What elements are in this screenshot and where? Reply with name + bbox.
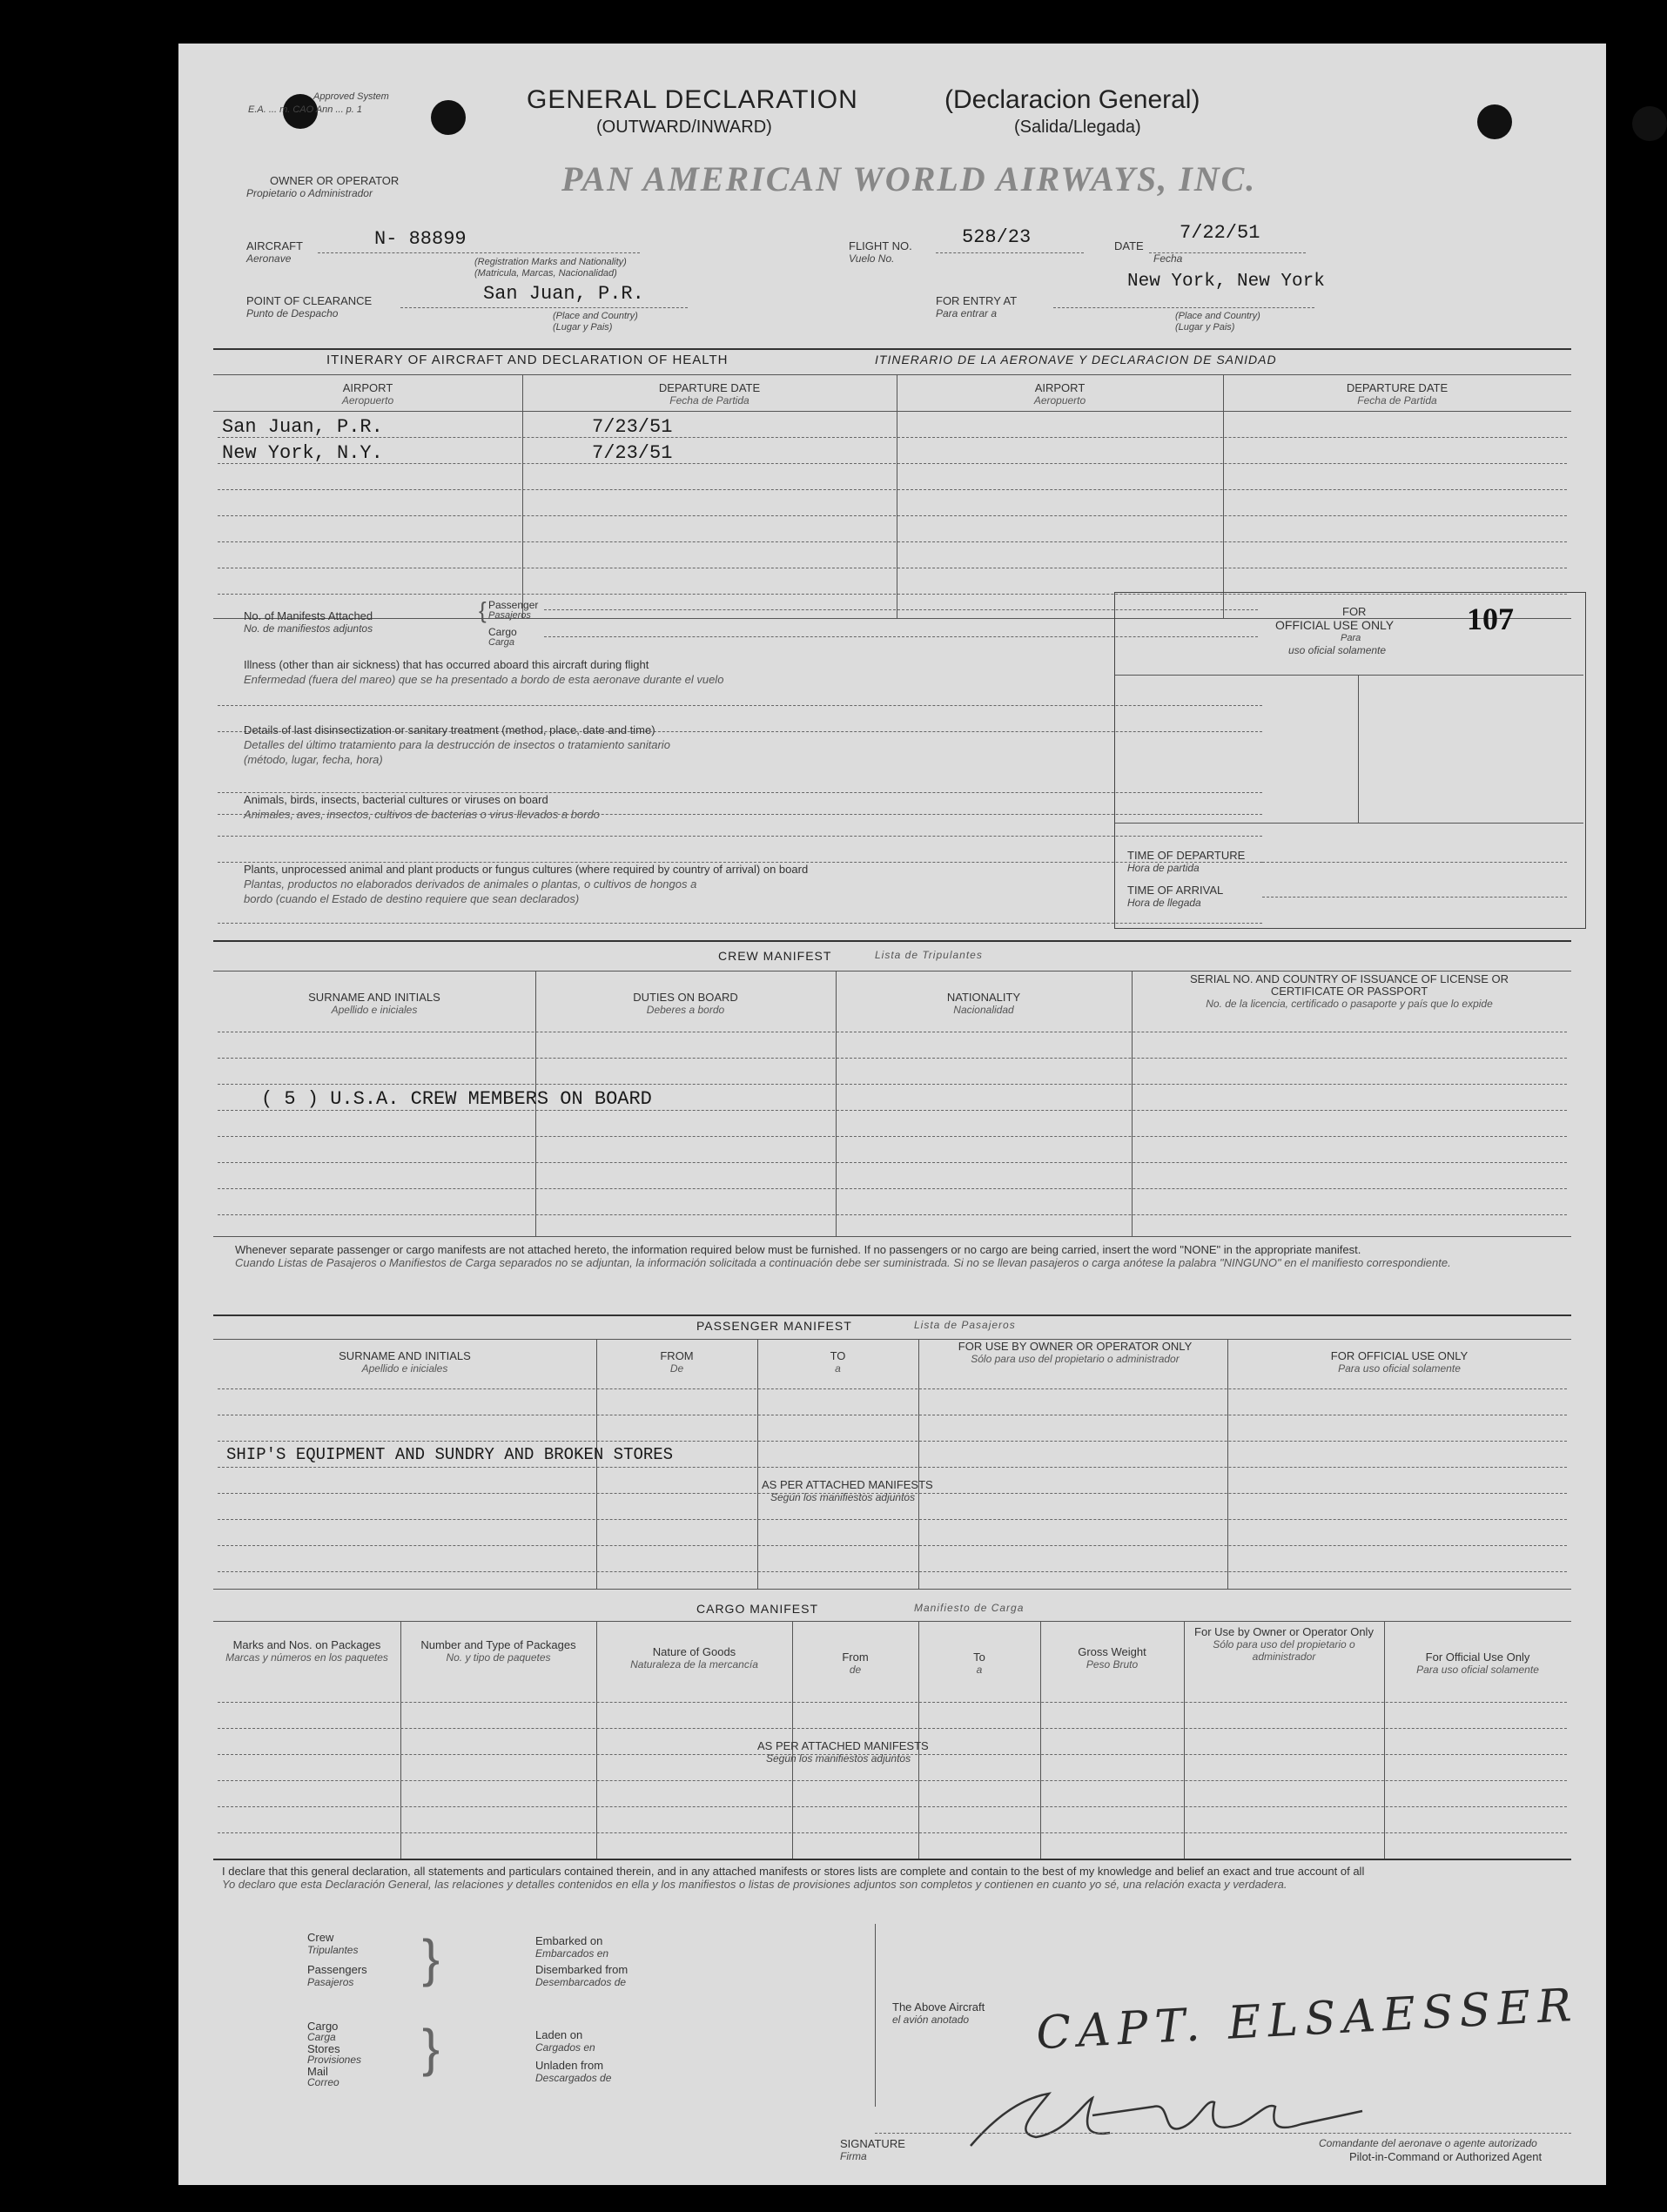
clearance-label-es: Punto de Despacho xyxy=(246,307,339,319)
flight-label: FLIGHT NO. xyxy=(849,239,912,252)
clearance-value: San Juan, P.R. xyxy=(483,283,644,305)
declaration-form: Approved System E.A. ... m. CAO Ann ... p. 1 GENERAL DECLARATION (OUTWARD/INWARD) (Declaracion General) (Salida/Llegada) OWNER OR OPERATOR Propietario o Administrador PAN AMERICAN WORLD AIRWAYS, INC. AIRCRAFT Aeronave N- 88899 (Registration Marks and Nationality) (Matricula, Marcas, Nacionalidad) FLIGHT NO. Vuelo No. 528/23 DATE Fecha 7/22/51 POINT OF CLEARANCE Punto de Despacho San Juan, P.R. (Place and Country) (Lugar y Pais) FOR ENTRY AT Para entrar a New York, New York (Place and Country) (Lugar y Pais) ITINERARY OF AIRCRAFT AND DECLARATION OF HEALTH ITINERARIO DE LA AERONAVE Y DECLARACION DE SANIDAD AIRPORT Aeropuerto DEPARTURE DATE Fecha de Partida AIRPORT Aeropuerto DEPARTURE DATE Fecha de Partida San Juan, P.R. 7/23/51 New York, N.Y. 7/23/51 No. of Manifests Attached No. de manifiestos adjuntos { Passenger Pasajeros Cargo Carga Illness (other than air sickness) that has occurred aboard this aircraft during flight Enfermedad (fuera del mareo) que se ha presentado a bordo de esta aeronave durante el vuelo Details of last disinsectization or sanitary treatment (method, place, date and time) Detalles del último tratamiento para la destrucción de insectos o tratamiento sanitario (método, lugar, fecha, hora) Animals, birds, insects, bacterial cultures or viruses on board Animales, aves, insectos, cultivos de bacterias o virus llevados a bordo Plants, unprocessed animal and plant products or fungus cultures (where required by country of arrival) on board Plantas, productos no elaborados derivados de animales o plantas, o cultivos de hongos a bordo (cuando el Estado de destino requiere que sean declarados) FOR OFFICIAL USE ONLY Para uso oficial solamente 107 TIME OF DEPARTURE Hora de partida TIME OF ARRIVAL Hora de llegada CREW MANIFEST Lista de Tripulantes SURNAME AND INITIALS Apellido e iniciales DUTIES ON BOARD Deberes a bordo NATIONALITY Nacionalidad SERIAL NO. AND COUNTRY OF ISSUANCE OF LICENSE OR CERTIFICATE OR PASSPORT No. de la licencia, certificado o pasaporte y país que lo expide ( 5 ) U.S.A. CREW MEMBERS ON BOARD Whenever separate passenger or cargo manifests are not attached hereto, the information required below must be furnished. If no passengers or no cargo are being carried, insert the word "NONE" in the appropriate manifest. Cuando Listas de Pasajeros o Manifiestos de Carga separados no se adjuntan, la información solicitada a continuación debe ser suministrada. Si no se llevan pasajeros o carga anótese la palabra "NINGUNO" en el manifiesto correspondiente. PASSENGER MANIFEST Lista de Pasajeros SURNAME AND INITIALS Apellido e iniciales FROM De TO a FOR USE BY OWNER OR OPERATOR ONLY Sólo para uso del propietario o administrador FOR OFFICIAL USE ONLY Para uso oficial solamente SHIP'S EQUIPMENT AND SUNDRY AND BROKEN STORES AS PER ATTACHED MANIFESTS Según los manifiestos adjuntos CARGO MANIFEST Manifiesto de Carga Marks and Nos. on Packages Marcas y números en los paquetes Number and Type of Packages No. y tipo de paquetes Nature of Goods Naturaleza de la mercancía From de To a Gross Weight Peso Bruto For Use by Owner or Operator Only Sólo para uso del propietario o administrador For Official Use Only Para uso oficial solamente AS PER ATTACHED MANIFESTS Según los manifiestos adjuntos I declare that this general declaration, all statements and particulars contained therein, and in any attached manifests or stores lists are complete and contain to the best of my knowledge and belief an exact and true account of all Yo declaro que esta Declaración General, las relaciones y detalles contenidos en ella y los manifiestos o listas de provisiones adjuntos son completos y contienen en cuanto yo sé, una relación exacta y verdadera. Crew Tripulantes Passengers Pasajeros } Embarked on Embarcados en Disembarked from Desembarcados de Cargo Carga Stores Provisiones Mail Correo } Laden on Cargados en Unladen from Descargados de The Above Aircraft el avión anotado CAPT. ELSAESSER SIGNATURE Firma Comandante del aeronave o agente autorizado Pilot-in-Command or Authorized Agent xyxy=(178,44,1606,2185)
manifest-notice: Whenever separate passenger or cargo manifests are not attached hereto, the information required below must be furnished. If no passengers or no cargo are being carried, insert the word "NONE" in the appropriate manifest. Cuando Listas de Pasajeros o Manifiestos de Carga separados no se adjuntan, la información solicitada a continuación debe ser suministrada. Si no se llevan pasajeros o carga anótese la palabra "NINGUNO" en el manifiesto correspondiente. xyxy=(235,1243,1451,1269)
signature-role: Pilot-in-Command or Authorized Agent xyxy=(1349,2150,1543,2163)
manifest-cargo-label-es: Carga xyxy=(488,637,514,648)
date-label-es: Fecha xyxy=(1153,252,1183,265)
passengers-move-label: Passengers xyxy=(307,1963,367,1976)
crew-title-es: Lista de Tripulantes xyxy=(875,949,983,961)
cargo-col-head: Marks and Nos. on Packages Marcas y números en los paquetes xyxy=(225,1638,388,1664)
illness-question: Illness (other than air sickness) that has occurred aboard this aircraft during flight Enfermedad (fuera del mareo) que se ha presentado a bordo de esta aeronave durante el vuelo xyxy=(244,658,724,686)
clearance-note-es: (Lugar y Pais) xyxy=(553,322,613,333)
mail-move-label-es: Correo xyxy=(307,2076,339,2088)
unladen-label: Unladen from xyxy=(535,2059,604,2072)
passenger-attached: AS PER ATTACHED MANIFESTS xyxy=(762,1478,933,1491)
itinerary-date: 7/23/51 xyxy=(592,442,673,464)
aircraft-value: N- 88899 xyxy=(374,228,467,250)
printed-signature: CAPT. ELSAESSER xyxy=(1034,1979,1580,2061)
itinerary-col-head: AIRPORT Aeropuerto xyxy=(1033,381,1086,407)
crew-col-head: SERIAL NO. AND COUNTRY OF ISSUANCE OF LICENSE OR CERTIFICATE OR PASSPORT No. de la licencia, certificado o pasaporte y país que lo expide xyxy=(1190,972,1509,1010)
manifest-passenger-label: Passenger xyxy=(488,599,539,611)
handwritten-signature xyxy=(953,2063,1371,2159)
itinerary-airport: New York, N.Y. xyxy=(222,442,383,464)
passenger-col-head: SURNAME AND INITIALS Apellido e iniciales xyxy=(339,1349,471,1375)
laden-label: Laden on xyxy=(535,2028,583,2041)
punch-hole xyxy=(1632,106,1667,141)
cargo-attached-es: Según los manifiestos adjuntos xyxy=(766,1752,911,1765)
cargo-move-label: Cargo xyxy=(307,2020,339,2033)
passenger-col-head: FROM De xyxy=(660,1349,694,1375)
plants-question: Plants, unprocessed animal and plant products or fungus cultures (where required by country of arrival) on board Plantas, productos no elaborados derivados de animales o plantas, o cultivos de hongos a bordo (cuando el Estado de destino requiere que sean declarados) xyxy=(244,863,809,905)
arrival-time-label-es: Hora de llegada xyxy=(1127,897,1201,909)
form-subtitle-es: (Salida/Llegada) xyxy=(1014,118,1141,137)
crew-col-head: SURNAME AND INITIALS Apellido e iniciales xyxy=(308,991,440,1016)
passengers-move-label-es: Pasajeros xyxy=(307,1976,354,1988)
entry-label-es: Para entrar a xyxy=(936,307,998,319)
cargo-col-head: Gross Weight Peso Bruto xyxy=(1078,1645,1146,1671)
above-aircraft-label-es: el avión anotado xyxy=(892,2014,970,2026)
official-label-es: uso oficial solamente xyxy=(1288,644,1387,656)
cargo-col-head: For Official Use Only Para uso oficial solamente xyxy=(1416,1651,1539,1676)
manifests-label: No. of Manifests Attached xyxy=(244,609,373,622)
embarked-label: Embarked on xyxy=(535,1934,603,1947)
itinerary-col-head: DEPARTURE DATE Fecha de Partida xyxy=(1346,381,1449,407)
signature-role-es: Comandante del aeronave o agente autorizado xyxy=(1319,2137,1537,2149)
passenger-attached-es: Según los manifiestos adjuntos xyxy=(770,1491,916,1503)
itinerary-title-es: ITINERARIO DE LA AERONAVE Y DECLARACION DE SANIDAD xyxy=(875,353,1277,366)
official-para: Para xyxy=(1341,633,1361,643)
disembarked-label: Disembarked from xyxy=(535,1963,628,1976)
aircraft-note-es: (Matricula, Marcas, Nacionalidad) xyxy=(474,268,617,279)
owner-label: OWNER OR OPERATOR xyxy=(270,174,400,187)
clearance-note: (Place and Country) xyxy=(553,311,638,321)
passenger-entry: SHIP'S EQUIPMENT AND SUNDRY AND BROKEN STORES xyxy=(226,1445,674,1464)
manifest-cargo-label: Cargo xyxy=(488,626,517,638)
form-subtitle: (OUTWARD/INWARD) xyxy=(596,118,772,137)
clearance-label: POINT OF CLEARANCE xyxy=(246,294,373,307)
passenger-title-es: Lista de Pasajeros xyxy=(914,1319,1016,1331)
official-label: OFFICIAL USE ONLY xyxy=(1275,618,1395,632)
departure-time-label: TIME OF DEPARTURE xyxy=(1127,849,1246,862)
cargo-attached: AS PER ATTACHED MANIFESTS xyxy=(757,1739,929,1752)
crew-entry: ( 5 ) U.S.A. CREW MEMBERS ON BOARD xyxy=(261,1088,652,1110)
cargo-title-es: Manifiesto de Carga xyxy=(914,1602,1025,1614)
mail-move-label: Mail xyxy=(307,2065,328,2078)
cargo-col-head: Number and Type of Packages No. y tipo de paquetes xyxy=(420,1638,576,1664)
cargo-title: CARGO MANIFEST xyxy=(696,1602,819,1616)
above-aircraft-label: The Above Aircraft xyxy=(892,2000,985,2014)
itinerary-date: 7/23/51 xyxy=(592,416,673,438)
animals-question: Animals, birds, insects, bacterial cultures or viruses on board Animales, aves, insectos, cultivos de bacterias o virus llevados a bordo xyxy=(244,793,600,821)
itinerary-col-head: AIRPORT Aeropuerto xyxy=(341,381,394,407)
itinerary-title: ITINERARY OF AIRCRAFT AND DECLARATION OF HEALTH xyxy=(326,353,729,367)
manifests-label-es: No. de manifiestos adjuntos xyxy=(244,622,373,635)
crew-move-label-es: Tripulantes xyxy=(307,1944,359,1956)
flight-label-es: Vuelo No. xyxy=(849,252,895,265)
embarked-label-es: Embarcados en xyxy=(535,1947,609,1960)
arrival-time-label: TIME OF ARRIVAL xyxy=(1127,884,1224,897)
itinerary-airport: San Juan, P.R. xyxy=(222,416,383,438)
passenger-col-head: FOR USE BY OWNER OR OPERATOR ONLY Sólo para uso del propietario o administrador xyxy=(958,1340,1193,1365)
punch-hole xyxy=(1477,104,1512,139)
entry-label: FOR ENTRY AT xyxy=(936,294,1018,307)
manifest-passenger-label-es: Pasajeros xyxy=(488,610,531,621)
aircraft-note: (Registration Marks and Nationality) xyxy=(474,257,627,267)
passenger-col-head: TO a xyxy=(830,1349,846,1375)
disinsect-question: Details of last disinsectization or sanitary treatment (method, place, date and time) Detalles del último tratamiento para la destrucción de insectos o tratamiento sanitario (método, lugar, fecha, hora) xyxy=(244,723,670,766)
passenger-col-head: FOR OFFICIAL USE ONLY Para uso oficial solamente xyxy=(1330,1349,1469,1375)
cargo-col-head: For Use by Owner or Operator Only Sólo para uso del propietario o administrador xyxy=(1194,1625,1374,1663)
entry-note: (Place and Country) xyxy=(1175,311,1260,321)
crew-col-head: NATIONALITY Nacionalidad xyxy=(946,991,1021,1016)
stores-move-label-es: Provisiones xyxy=(307,2054,362,2066)
official-for: FOR xyxy=(1342,605,1367,618)
approval-line: E.A. ... m. CAO Ann ... p. 1 xyxy=(248,104,363,115)
official-number: 107 xyxy=(1467,602,1514,636)
passenger-title: PASSENGER MANIFEST xyxy=(696,1319,852,1333)
approval-line: Approved System xyxy=(313,91,389,102)
cargo-col-head: From de xyxy=(842,1651,869,1676)
flight-value: 528/23 xyxy=(962,226,1032,248)
disembarked-label-es: Desembarcados de xyxy=(535,1976,627,1988)
date-label: DATE xyxy=(1114,239,1144,252)
entry-value: New York, New York xyxy=(1127,272,1325,292)
entry-note-es: (Lugar y Pais) xyxy=(1175,322,1235,333)
signature-label: SIGNATURE xyxy=(840,2137,905,2150)
unladen-label-es: Descargados de xyxy=(535,2072,612,2084)
stores-move-label: Stores xyxy=(307,2042,340,2055)
owner-label-es: Propietario o Administrador xyxy=(246,187,373,199)
itinerary-col-head: DEPARTURE DATE Fecha de Partida xyxy=(658,381,761,407)
aircraft-label-es: Aeronave xyxy=(246,252,292,265)
form-title-es: (Declaracion General) xyxy=(944,85,1200,114)
signature-label-es: Firma xyxy=(840,2150,867,2162)
crew-col-head: DUTIES ON BOARD Deberes a bordo xyxy=(633,991,738,1016)
laden-label-es: Cargados en xyxy=(535,2041,595,2054)
cargo-col-head: Nature of Goods Naturaleza de la mercancía xyxy=(630,1645,758,1671)
cargo-move-label-es: Carga xyxy=(307,2031,336,2043)
cargo-col-head: To a xyxy=(973,1651,985,1676)
punch-hole xyxy=(431,100,466,135)
crew-move-label: Crew xyxy=(307,1931,334,1944)
owner-value: PAN AMERICAN WORLD AIRWAYS, INC. xyxy=(561,159,1257,198)
date-value: 7/22/51 xyxy=(1180,222,1260,244)
departure-time-label-es: Hora de partida xyxy=(1127,862,1200,874)
crew-title: CREW MANIFEST xyxy=(718,949,832,963)
declaration-statement: I declare that this general declaration, all statements and particulars contained therein, and in any attached manifests or stores lists are complete and contain to the best of my knowledge and belief an exact and true account of all Yo declaro que esta Declaración General, las relaciones y detalles contenidos en ella y los manifiestos o listas de provisiones adjuntos son completos y contienen en cuanto yo sé, una relación exacta y verdadera. xyxy=(222,1865,1365,1891)
aircraft-label: AIRCRAFT xyxy=(246,239,303,252)
form-title: GENERAL DECLARATION xyxy=(527,85,858,114)
